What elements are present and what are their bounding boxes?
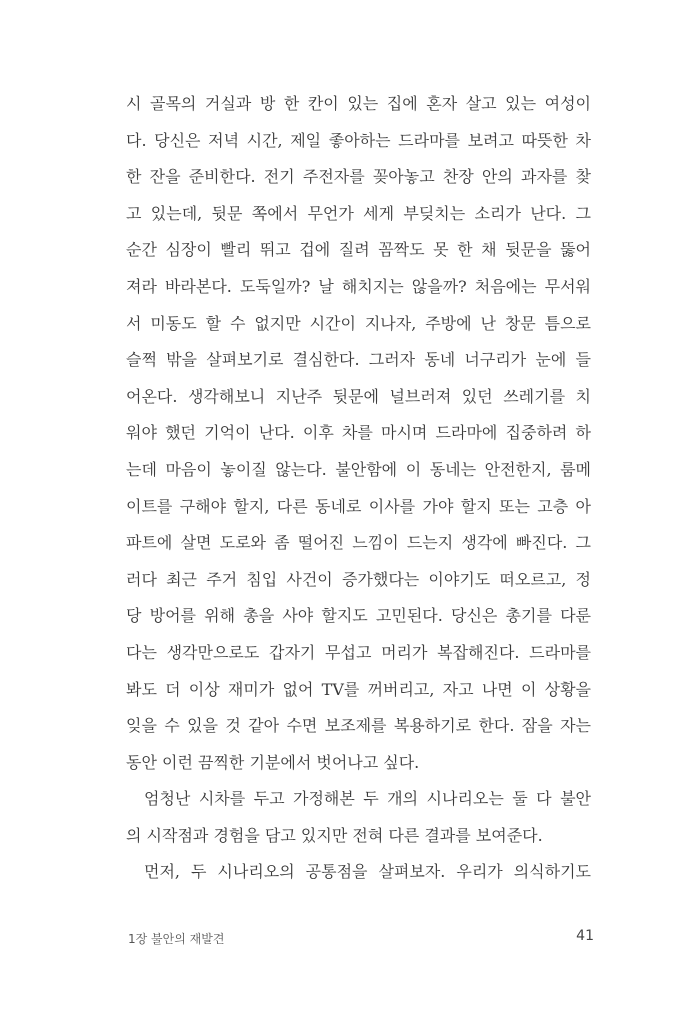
text-line: 서 미동도 할 수 없지만 시간이 지나자, 주방에 난 창문 틈으로 <box>126 313 591 333</box>
text-line: 이트를 구해야 할지, 다른 동네로 이사를 가야 할지 또는 고층 아 <box>126 496 591 516</box>
text-line: 의 시작점과 경험을 담고 있지만 전혀 다른 결과를 보여준다. <box>126 825 543 845</box>
text-line: 슬쩍 밖을 살펴보기로 결심한다. 그러자 동네 너구리가 눈에 들 <box>126 350 591 370</box>
text-line: 엄청난 시차를 두고 가정해본 두 개의 시나리오는 둘 다 불안 <box>144 789 591 809</box>
page-number: 41 <box>576 928 594 944</box>
text-line: 파트에 살면 도로와 좀 떨어진 느낌이 드는지 생각에 빠진다. 그 <box>126 533 591 553</box>
text-line: 워야 했던 기억이 난다. 이후 차를 마시며 드라마에 집중하려 하 <box>126 423 591 443</box>
text-line: 고 있는데, 뒷문 쪽에서 무언가 세게 부딪치는 소리가 난다. 그 <box>126 203 591 223</box>
text-line: 다는 생각만으로도 갑자기 무섭고 머리가 복잡해진다. 드라마를 <box>126 642 591 662</box>
text-line: 러다 최근 주거 침입 사건이 증가했다는 이야기도 떠오르고, 정 <box>126 569 591 589</box>
text-line: 한 잔을 준비한다. 전기 주전자를 꽂아놓고 찬장 안의 과자를 찾 <box>126 167 591 187</box>
text-line: 동안 이런 끔찍한 기분에서 벗어나고 싶다. <box>126 752 420 772</box>
text-line: 봐도 더 이상 재미가 없어 TV를 꺼버리고, 자고 나면 이 상황을 <box>126 679 591 699</box>
text-line: 당 방어를 위해 총을 사야 할지도 고민된다. 당신은 총기를 다룬 <box>126 606 591 626</box>
text-line: 잊을 수 있을 것 같아 수면 보조제를 복용하기로 한다. 잠을 자는 <box>126 716 591 736</box>
text-line: 먼저, 두 시나리오의 공통점을 살펴보자. 우리가 의식하기도 <box>144 862 591 882</box>
body-text <box>126 86 591 891</box>
text-line: 순간 심장이 빨리 뛰고 겁에 질려 꼼짝도 못 한 채 뒷문을 뚫어 <box>126 240 591 260</box>
chapter-footer: 1장 불안의 재발견 <box>128 932 225 946</box>
text-line: 다. 당신은 저녁 시간, 제일 좋아하는 드라마를 보려고 따뜻한 차 <box>126 130 591 150</box>
text-line: 는데 마음이 놓이질 않는다. 불안함에 이 동네는 안전한지, 룸메 <box>126 459 591 479</box>
text-line: 져라 바라본다. 도둑일까? 날 해치지는 않을까? 처음에는 무서워 <box>126 276 591 296</box>
text-line: 어온다. 생각해보니 지난주 뒷문에 널브러져 있던 쓰레기를 치 <box>126 386 591 406</box>
text-line: 시 골목의 거실과 방 한 칸이 있는 집에 혼자 살고 있는 여성이 <box>126 94 591 113</box>
